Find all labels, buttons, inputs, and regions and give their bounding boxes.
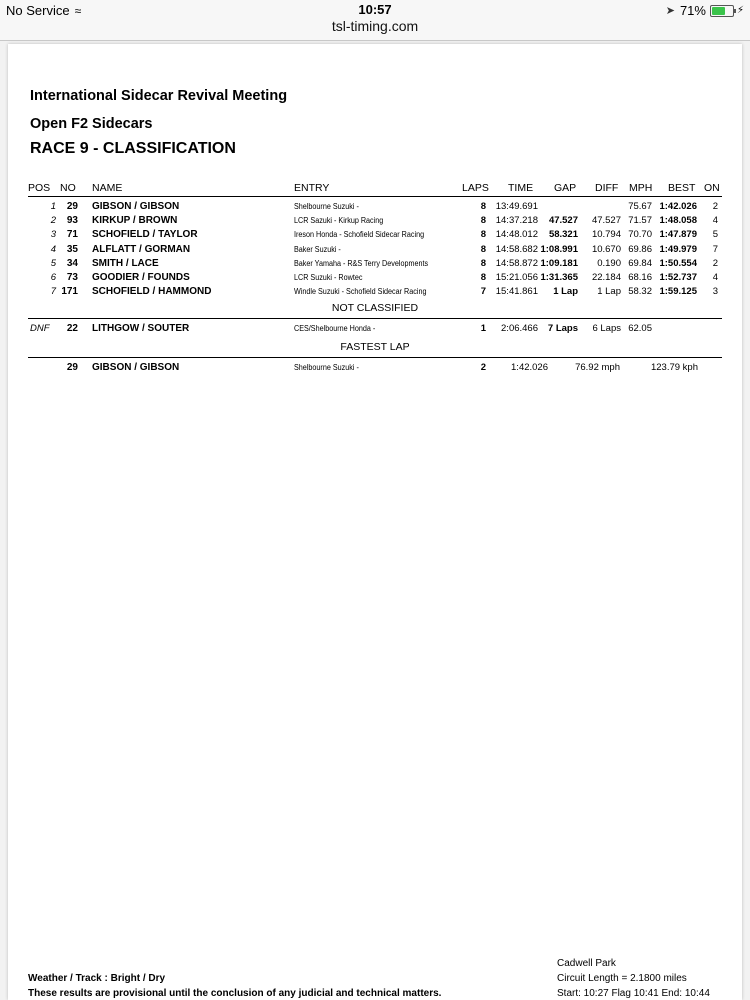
cell-laps: 1 [480, 323, 486, 334]
cell-mph: 58.32 [628, 286, 652, 298]
event-title: International Sidecar Revival Meeting [30, 88, 288, 104]
cell-on: 4 [712, 272, 718, 283]
charging-bolt-icon: ⚡ [736, 5, 744, 16]
cell-laps: 8 [480, 201, 486, 212]
cell-best: 1:49.979 [659, 243, 697, 255]
table-row [8, 214, 742, 228]
cell-time: 14:37.218 [495, 215, 538, 227]
cell-time: 14:58.682 [495, 243, 538, 255]
cell-mph: 62.05 [628, 323, 652, 334]
wifi-icon: ≈ [74, 3, 82, 18]
cell-time: 2:06.466 [501, 323, 538, 334]
cell-time: 14:58.872 [495, 257, 538, 269]
cell-on: 2 [712, 257, 718, 269]
cell-entry: Windle Suzuki - Schofield Sidecar Racing [294, 287, 427, 297]
cell-best: 1:50.554 [659, 257, 697, 269]
cell-no: 34 [66, 257, 78, 269]
circuit-name: Cadwell Park [557, 958, 616, 969]
session-times: Start: 10:27 Flag 10:41 End: 10:44 [557, 988, 710, 999]
cell-no: 35 [66, 243, 78, 255]
table-header [8, 181, 742, 195]
fl-name: GIBSON / GIBSON [92, 362, 180, 373]
cell-name: SMITH / LACE [92, 257, 159, 269]
cell-mph: 75.67 [628, 201, 652, 212]
cell-no: 71 [66, 229, 78, 241]
table-row [8, 243, 742, 257]
not-classified-label: NOT CLASSIFIED [331, 302, 419, 314]
cell-name: LITHGOW / SOUTER [92, 323, 190, 334]
cell-pos: 1 [50, 201, 56, 212]
table-row [8, 228, 742, 242]
cell-mph: 69.86 [628, 243, 652, 255]
fl-lap: 2 [480, 362, 486, 373]
cell-diff: 0.190 [597, 257, 621, 269]
table-row [8, 271, 742, 285]
battery-level [712, 7, 725, 15]
cell-best: 1:48.058 [659, 215, 697, 227]
cell-entry: LCR Sazuki - Kirkup Racing [294, 216, 384, 226]
cell-gap: 1 Lap [553, 286, 578, 298]
fl-kph: 123.79 kph [650, 362, 698, 373]
cell-entry: Ireson Honda - Schofield Sidecar Racing [294, 230, 425, 240]
weather-text: Weather / Track : Bright / Dry [28, 973, 166, 984]
col-entry: ENTRY [294, 182, 330, 194]
cell-gap: 1:08.991 [540, 243, 578, 255]
table-row [8, 322, 742, 336]
cell-pos: 6 [50, 272, 56, 283]
class-title: Open F2 Sidecars [30, 116, 153, 132]
cell-no: 22 [66, 323, 78, 334]
cell-gap: 1:31.365 [540, 272, 578, 283]
cell-laps: 8 [480, 243, 486, 255]
fl-no: 29 [66, 362, 78, 373]
cell-time: 15:41.861 [495, 286, 538, 298]
fl-entry: Shelbourne Suzuki - [294, 363, 359, 372]
fl-mph: 76.92 mph [575, 362, 620, 373]
col-on: ON [704, 182, 720, 194]
cell-no: 73 [66, 272, 78, 283]
browser-top-bar [0, 0, 750, 41]
cell-mph: 70.70 [628, 229, 652, 241]
fastest-lap-divider [28, 357, 722, 358]
cell-pos: DNF [30, 323, 50, 334]
location-arrow-icon: ➤ [665, 5, 675, 17]
race-title: RACE 9 - CLASSIFICATION [30, 140, 236, 157]
cell-name: GIBSON / GIBSON [92, 201, 180, 212]
circuit-length: Circuit Length = 2.1800 miles [557, 973, 687, 984]
cell-pos: 5 [50, 257, 56, 269]
cell-mph: 69.84 [628, 257, 652, 269]
fl-time: 1:42.026 [511, 362, 548, 373]
cell-on: 3 [712, 286, 718, 298]
cell-pos: 4 [50, 243, 56, 255]
col-gap: GAP [554, 182, 577, 194]
cell-time: 14:48.012 [495, 229, 538, 241]
cell-diff: 22.184 [591, 272, 621, 283]
col-diff: DIFF [595, 182, 619, 194]
cell-name: KIRKUP / BROWN [92, 215, 178, 227]
cell-time: 15:21.056 [495, 272, 538, 283]
cell-diff: 6 Laps [592, 323, 621, 334]
cell-entry: CES/Shelbourne Honda - [294, 324, 376, 333]
fastest-lap-label: FASTEST LAP [340, 341, 410, 353]
disclaimer-text: These results are provisional until the conclusion of any judicial and technical matters. [28, 988, 442, 999]
cell-no: 29 [66, 201, 78, 212]
cell-diff: 47.527 [591, 215, 621, 227]
not-classified-divider [28, 318, 722, 319]
cell-best: 1:52.737 [659, 272, 697, 283]
cell-pos: 7 [50, 286, 56, 298]
cell-no: 171 [61, 286, 78, 298]
cell-diff: 10.670 [591, 243, 621, 255]
cell-on: 7 [712, 243, 718, 255]
cell-pos: 2 [50, 215, 56, 227]
cell-entry: LCR Suzuki - Rowtec [294, 273, 363, 282]
cell-entry: Baker Suzuki - [294, 244, 341, 254]
cell-time: 13:49.691 [495, 201, 538, 212]
cell-gap: 47.527 [548, 215, 578, 227]
cell-entry: Shelbourne Suzuki - [294, 202, 359, 211]
cell-laps: 8 [480, 215, 486, 227]
col-laps: LAPS [462, 182, 489, 194]
battery-icon [710, 5, 734, 17]
cell-mph: 68.16 [628, 272, 652, 283]
cell-mph: 71.57 [628, 215, 652, 227]
cell-best: 1:59.125 [659, 286, 697, 298]
battery-percent: 71% [679, 3, 706, 18]
cell-laps: 7 [480, 286, 486, 298]
cell-gap: 7 Laps [547, 323, 578, 334]
cell-gap: 1:09.181 [540, 257, 578, 269]
cell-on: 5 [712, 229, 718, 241]
cell-pos: 3 [50, 229, 56, 241]
carrier-label: No Service [6, 3, 70, 18]
cell-gap: 58.321 [548, 229, 578, 241]
cell-best: 1:47.879 [659, 229, 697, 241]
table-row [8, 200, 742, 214]
cell-laps: 8 [480, 272, 486, 283]
cell-name: SCHOFIELD / TAYLOR [92, 229, 198, 241]
table-row [8, 285, 742, 299]
cell-on: 2 [712, 201, 718, 212]
clock: 10:57 [358, 2, 392, 17]
cell-on: 4 [712, 215, 718, 227]
table-row [8, 257, 742, 271]
col-no: NO [60, 182, 76, 194]
cell-laps: 8 [480, 229, 486, 241]
cell-laps: 8 [480, 257, 486, 269]
results-document [8, 44, 742, 1000]
cell-entry: Baker Yamaha - R&S Terry Developments [294, 258, 429, 268]
address-bar-url[interactable]: tsl-timing.com [331, 18, 419, 34]
col-mph: MPH [629, 182, 653, 194]
col-name: NAME [92, 182, 123, 194]
cell-name: GOODIER / FOUNDS [92, 272, 190, 283]
col-best: BEST [668, 182, 696, 194]
cell-diff: 10.794 [591, 229, 621, 241]
cell-no: 93 [66, 215, 78, 227]
fastest-lap-row [8, 361, 742, 375]
cell-diff: 1 Lap [597, 286, 621, 298]
cell-name: ALFLATT / GORMAN [92, 243, 191, 255]
col-time: TIME [508, 182, 534, 194]
col-pos: POS [28, 182, 51, 194]
status-right [666, 3, 744, 18]
header-divider [28, 196, 722, 197]
cell-name: SCHOFIELD / HAMMOND [92, 286, 212, 298]
cell-best: 1:42.026 [659, 201, 697, 212]
